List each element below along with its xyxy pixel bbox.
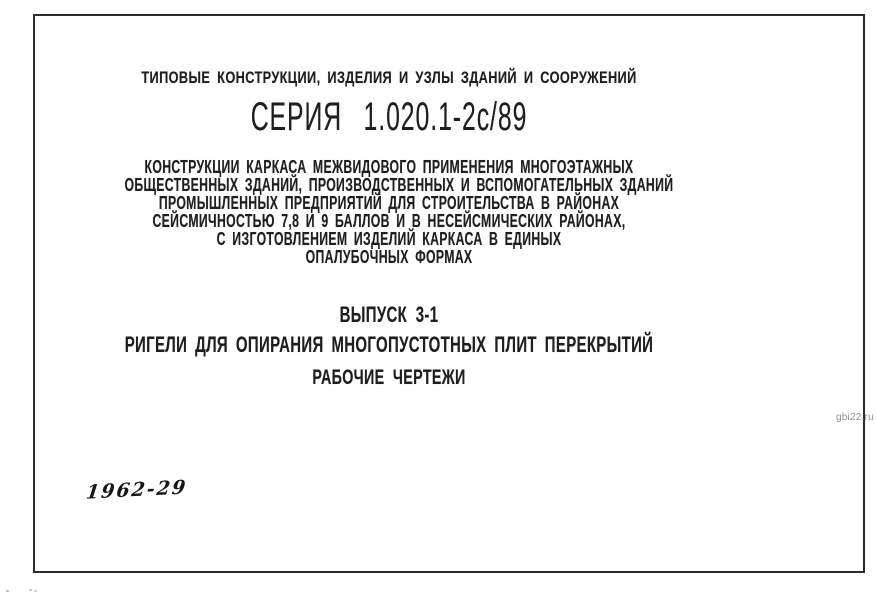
description-line: ОБЩЕСТВЕННЫХ ЗДАНИЙ, ПРОИЗВОДСТВЕННЫХ И ВСПОМОГАТЕЛЬНЫХ ЗДАНИЙ: [124, 174, 674, 195]
description-line: ПРОМЫШЛЕННЫХ ПРЕДПРИЯТИЙ ДЛЯ СТРОИТЕЛЬСТВА В РАЙОНАХ: [158, 192, 620, 213]
description-line: КОНСТРУКЦИИ КАРКАСА МЕЖВИДОВОГО ПРИМЕНЕНИЯ МНОГОЭТАЖНЫХ: [144, 157, 634, 177]
description-line: С ИЗГОТОВЛЕНИЕМ ИЗДЕЛИЙ КАРКАСА В ЕДИНЫХ: [216, 228, 562, 249]
document-type: РАБОЧИЕ ЧЕРТЕЖИ: [312, 366, 466, 389]
description-line: СЕЙСМИЧНОСТЬЮ 7,8 И 9 БАЛЛОВ И В НЕСЕЙСМИЧЕСКИХ РАЙОНАХ,: [152, 210, 626, 231]
issue-subject: РИГЕЛИ ДЛЯ ОПИРАНИЯ МНОГОПУСТОТНЫХ ПЛИТ ПЕРЕКРЫТИЙ: [124, 332, 654, 357]
handwritten-inventory-number: 1962-29: [84, 476, 189, 504]
site-watermark: gbi22.ru: [836, 412, 874, 423]
category-header: ТИПОВЫЕ КОНСТРУКЦИИ, ИЗДЕЛИЯ И УЗЛЫ ЗДАНИЙ И СООРУЖЕНИЙ: [141, 68, 637, 87]
scan-dust-specks: [6, 590, 9, 592]
issue-number: ВЫПУСК 3-1: [339, 302, 439, 327]
series-title: СЕРИЯ 1.020.1-2с/89: [250, 95, 528, 139]
description-line: ОПАЛУБОЧНЫХ ФОРМАХ: [305, 246, 473, 267]
